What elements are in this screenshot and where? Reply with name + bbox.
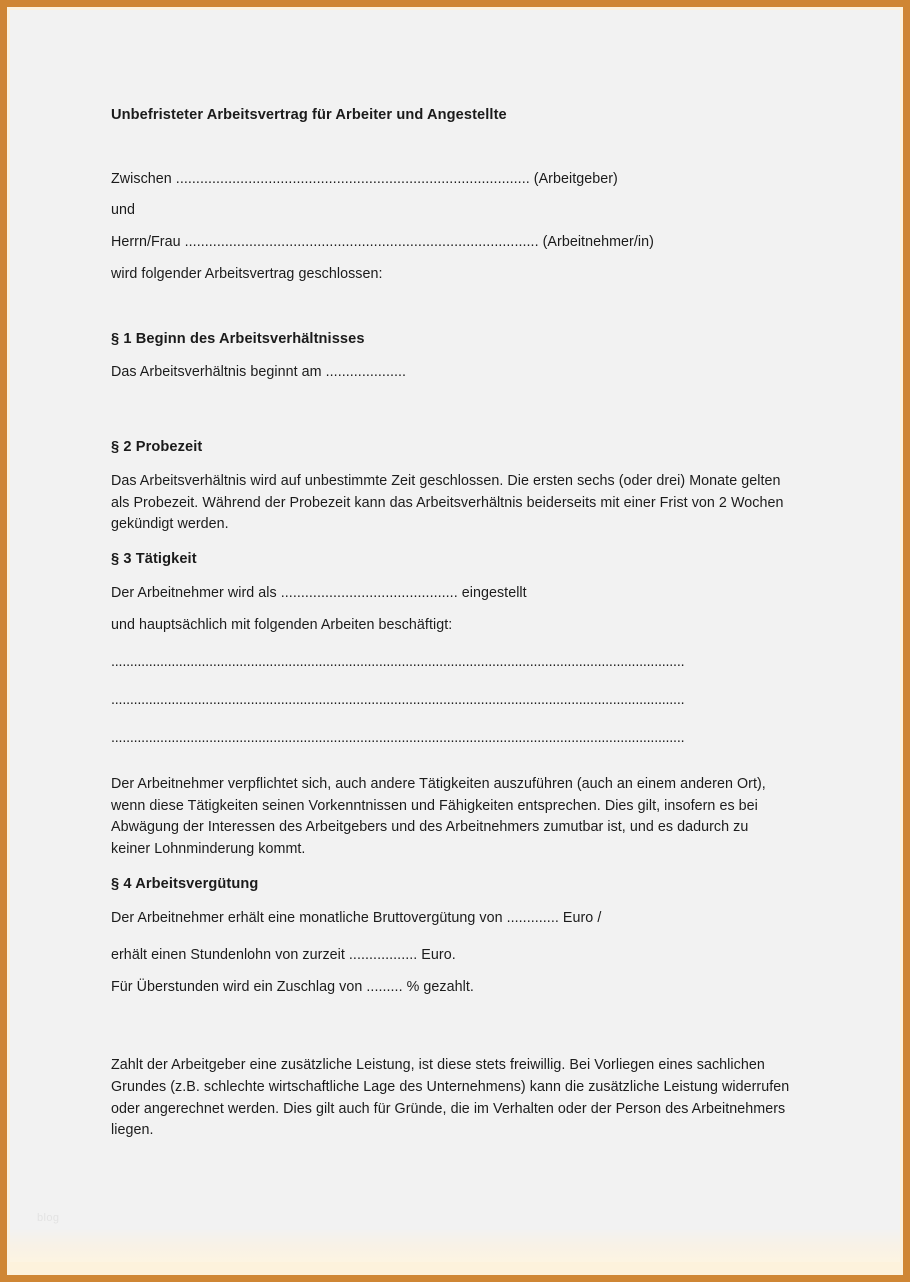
spacer — [111, 999, 791, 1045]
spacer — [111, 346, 791, 362]
contract-closing-line: wird folgender Arbeitsvertrag geschlossen: — [111, 265, 383, 282]
employee-fill-line: Herrn/Frau ........................................................................................ (Arbeitnehmer/in) — [111, 234, 654, 251]
document-body — [111, 108, 791, 1142]
spacer — [111, 750, 791, 774]
spacer — [111, 929, 791, 945]
employer-fill-line: Zwischen ........................................................................................ (Arbeitgeber) — [111, 170, 618, 187]
document-sheet — [10, 10, 900, 1262]
spacer — [111, 967, 791, 977]
spacer — [111, 636, 791, 652]
spacer — [111, 455, 791, 471]
section-3-body-3: Der Arbeitnehmer verpflichtet sich, auch andere Tätigkeiten auszuführen (auch an einem anderen Ort), wenn diese Tätigkeiten seinen Vorkenntnissen und Fähigkeiten entsprechen. Dies gilt, insofern es bei Abwägung der Interessen des Arbeitgebers und des Arbeitnehmers zumutbar ist, und es dadurch zu keiner Lohnminderung kommt. — [111, 775, 766, 858]
sheet-bottom-fade — [10, 1228, 900, 1262]
spacer — [111, 712, 791, 728]
section-4-body-3: Für Überstunden wird ein Zuschlag von ......... % gezahlt. — [111, 979, 474, 996]
section-1-body: Das Arbeitsverhältnis beginnt am .................... — [111, 364, 407, 381]
spacer — [111, 861, 791, 877]
section-3-body-2: und hauptsächlich mit folgenden Arbeiten beschäftigt: — [111, 616, 453, 633]
section-2-body: Das Arbeitsverhältnis wird auf unbestimmte Zeit geschlossen. Die ersten sechs (oder drei) Monate gelten als Probezeit. Während der Probezeit kann das Arbeitsverhältnis beiderseits mit einer Frist von 2 Wochen gekündigt werden. — [111, 472, 784, 533]
section-heading-2: § 2 Probezeit — [111, 439, 203, 456]
spacer — [111, 254, 791, 264]
watermark-label: blog — [37, 1212, 60, 1224]
spacer — [111, 605, 791, 615]
blank-fill-line-3: ........................................................................................................................................................ — [111, 729, 685, 746]
section-heading-1: § 1 Beginn des Arbeitsverhältnisses — [111, 330, 365, 347]
spacer — [111, 567, 791, 583]
spacer — [111, 674, 791, 690]
spacer — [111, 1045, 791, 1055]
spacer — [111, 892, 791, 908]
section-4-body-4: Zahlt der Arbeitgeber eine zusätzliche Leistung, ist diese stets freiwillig. Bei Vorliegen eines sachlichen Grundes (z.B. schlechte wirtschaftliche Lage des Unternehmens) kann die zusätzliche Leistung widerrufen oder angerechnet werden. Dies gilt auch für Gründe, die im Verhalten oder der Person des Arbeitnehmers liegen. — [111, 1056, 790, 1139]
spacer — [111, 384, 791, 430]
conjunction-und: und — [111, 202, 136, 219]
spacer — [111, 430, 791, 440]
section-4-body-1: Der Arbeitnehmer erhält eine monatliche Bruttovergütung von ............. Euro / — [111, 909, 602, 926]
spacer — [111, 190, 791, 200]
page-title: Unbefristeter Arbeitsvertrag für Arbeiter und Angestellte — [111, 107, 507, 123]
section-heading-4: § 4 Arbeitsvergütung — [111, 875, 259, 892]
section-3-body-1: Der Arbeitnehmer wird als ............................................ eingestellt — [111, 584, 527, 601]
section-heading-3: § 3 Tätigkeit — [111, 551, 197, 568]
spacer — [111, 536, 791, 552]
spacer — [111, 123, 791, 169]
blank-fill-line-1: ........................................................................................................................................................ — [111, 654, 685, 671]
spacer — [111, 286, 791, 332]
blank-fill-line-2: ........................................................................................................................................................ — [111, 692, 685, 709]
spacer — [111, 222, 791, 232]
section-4-body-2: erhält einen Stundenlohn von zurzeit ................. Euro. — [111, 947, 456, 964]
